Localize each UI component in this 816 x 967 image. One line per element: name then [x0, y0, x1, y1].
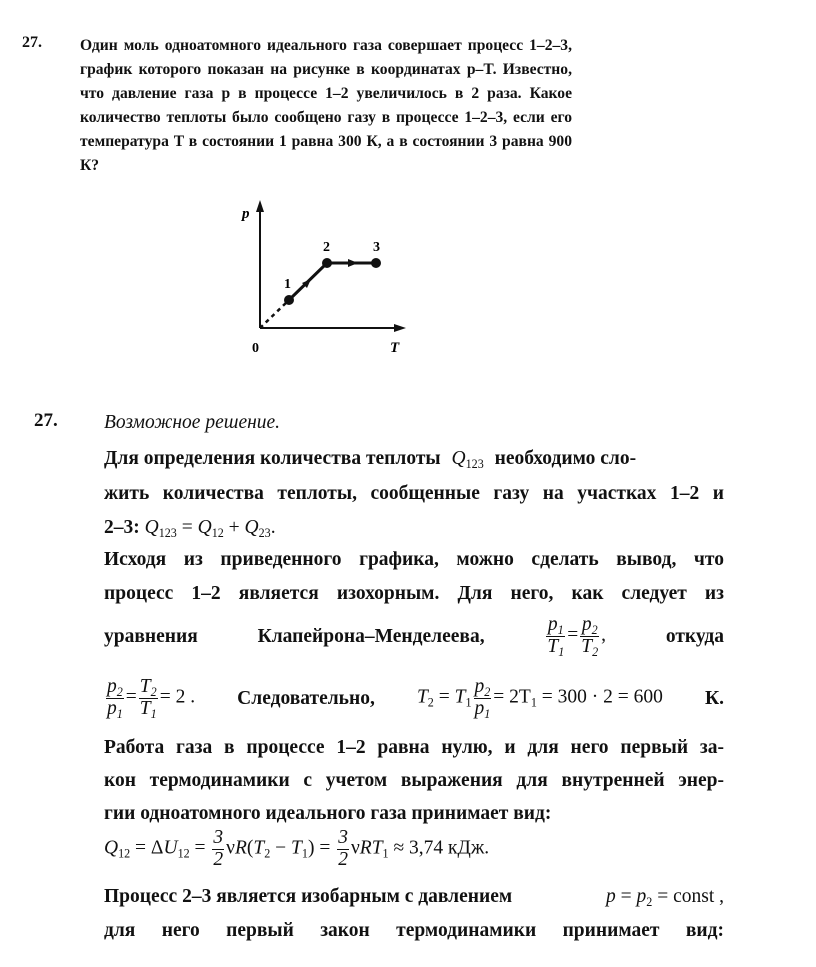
solution-line-7: $\frac{p_2}{p_1}$ = $\frac{T_2}{T_1}$ = 2 . Следовательно, $T_2 = T_1$ $\frac{p_2}{p_1}$ = $2T_1 = 300 \cdot 2 = 600$ К.: [104, 668, 724, 728]
clapeyron-equation: $\frac{p_1}{T_1}$ = $\frac{p_2}{T_2}$ ,: [547, 614, 607, 659]
solution-number: 27.: [34, 410, 58, 431]
arrow-2-3: [348, 259, 358, 267]
solution-line-11: [104, 818, 724, 880]
t2-calculation: $T_2 = T_1$ $\frac{p_2}{p_1}$ = $2T_1 = 300 \cdot 2 = 600$: [416, 676, 663, 721]
solution-line-10: гии одноатомного идеального газа принимает вид:: [104, 803, 552, 824]
pressure-ratio: $\frac{p_2}{p_1}$ = $\frac{T_2}{T_1}$ = 2 .: [107, 676, 196, 721]
extrapolation-dashed: [260, 300, 289, 328]
solution-line-4: Исходя из приведенного графика, можно сделать вывод, что: [104, 549, 724, 570]
solution-line-6: уравнения Клапейрона–Менделеева, $\frac{p_1}{T_1}$ = $\frac{p_2}{T_2}$ , откуда: [104, 614, 724, 659]
solution-heading: Возможное решение.: [104, 412, 281, 433]
solution-line-13: для него первый закон термодинамики принимает вид:: [104, 920, 724, 941]
heat-q12-formula: $Q_{12} = \Delta U_{12}$ = $\frac{3}{2}$ $\nu R(T_2 - T_1)$ = $\frac{3}{2}$ νRT$_1$ ≈ 3,74 кДж.: [104, 827, 490, 870]
point-3-label: 3: [373, 240, 380, 255]
point-2: [322, 258, 332, 268]
x-axis-arrow: [394, 324, 406, 332]
x-label: T: [390, 340, 400, 356]
origin-label: 0: [252, 341, 259, 356]
solution-line-2: жить количества теплоты, сообщенные газу на участках 1–2 и: [104, 483, 724, 504]
solution-line-8: Работа газа в процессе 1–2 равна нулю, и для него первый за-: [104, 737, 724, 758]
pt-diagram: [240, 196, 410, 361]
solution-line-9: кон термодинамики с учетом выражения для внутренней энер-: [104, 770, 724, 791]
point-1: [284, 295, 294, 305]
y-label: p: [242, 206, 250, 222]
solution-line-12: Процесс 2–3 является изобарным с давлением $p = p_2$ = const ,: [104, 886, 724, 910]
solution-line-5: процесс 1–2 является изохорным. Для него, как следует из: [104, 583, 724, 604]
point-2-label: 2: [323, 240, 330, 255]
solution-line-3: 2–3: $Q_{123} = Q_{12} + Q_{23}$.: [104, 517, 276, 541]
y-axis-arrow: [256, 200, 264, 212]
problem-text: Один моль одноатомного идеального газа совершает процесс 1–2–3, график которого показан на рисунке в координатах p–T. Известно, что давление газа p в процессе 1–2 увеличилось в 2 раза. Какое количество теплоты было сообщено газу в процессе 1–2–3, если его температура T в состоянии 1 равна 300 К, а в состоянии 3 равна 900 К?: [80, 37, 572, 174]
problem-number: 27.: [22, 34, 42, 51]
point-3: [371, 258, 381, 268]
point-1-label: 1: [284, 277, 291, 292]
solution-line-1: Для определения количества теплоты $Q_{123}$ необходимо сло-: [104, 448, 637, 472]
